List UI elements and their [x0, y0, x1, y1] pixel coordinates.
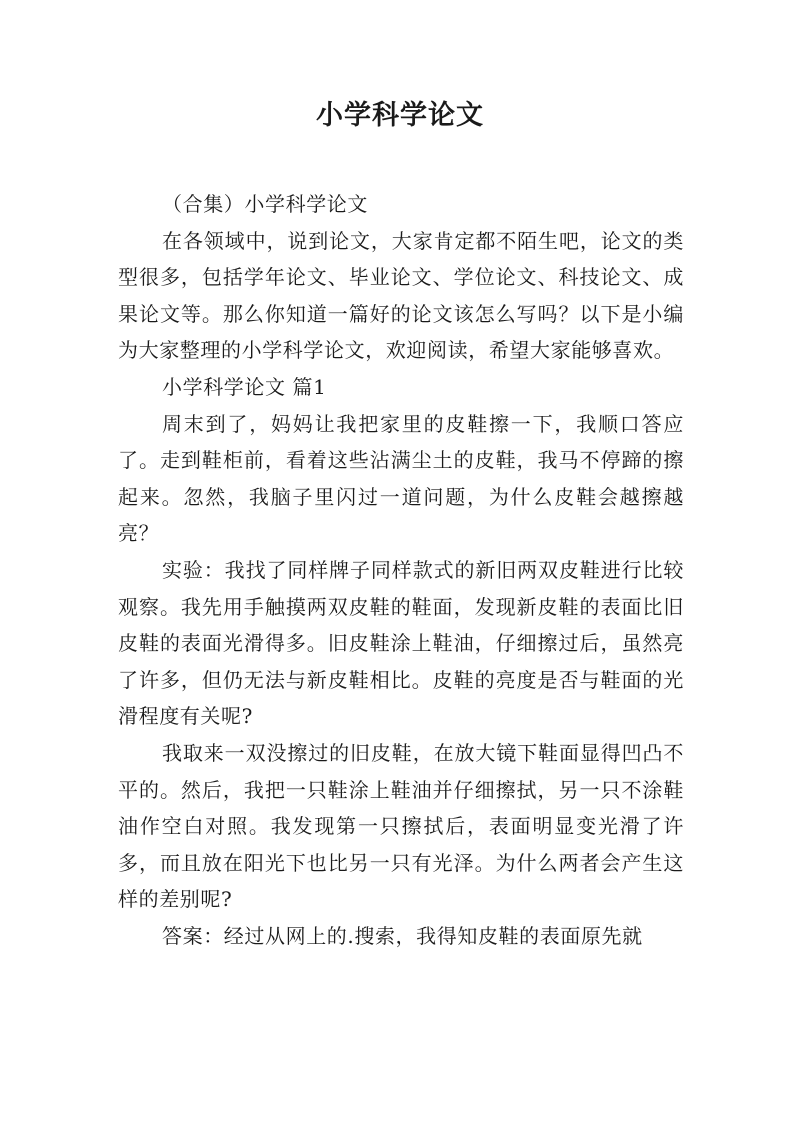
- paragraph-section-heading: 小学科学论文 篇1: [162, 374, 327, 399]
- document-body: [118, 186, 684, 954]
- paragraph-collection-heading: （合集）小学科学论文: [162, 192, 368, 216]
- document-title: 小学科学论文: [316, 100, 484, 131]
- paragraph-intro: 在各领域中，说到论文，大家肯定都不陌生吧，论文的类型很多，包括学年论文、毕业论文、学位论文、科技论文、成果论文等。那么你知道一篇好的论文该怎么写吗？以下是小编为大家整理的小学科学论文，欢迎阅读，希望大家能够喜欢。: [118, 228, 684, 363]
- paragraph-magnifier: 我取来一双没擦过的旧皮鞋，在放大镜下鞋面显得凹凸不平的。然后，我把一只鞋涂上鞋油并仔细擦拭，另一只不涂鞋油作空白对照。我发现第一只擦拭后，表面明显变光滑了许多，而且放在阳光下也比另一只有光泽。为什么两者会产生这样的差别呢?: [118, 740, 684, 912]
- paragraph-experiment: 实验：我找了同样牌子同样款式的新旧两双皮鞋进行比较观察。我先用手触摸两双皮鞋的鞋面，发现新皮鞋的表面比旧皮鞋的表面光滑得多。旧皮鞋涂上鞋油，仔细擦过后，虽然亮了许多，但仍无法与新皮鞋相比。皮鞋的亮度是否与鞋面的光滑程度有关呢?: [118, 557, 684, 729]
- paragraph-weekend: 周末到了，妈妈让我把家里的皮鞋擦一下，我顺口答应了。走到鞋柜前，看着这些沾满尘土的皮鞋，我马不停蹄的擦起来。忽然，我脑子里闪过一道问题，为什么皮鞋会越擦越亮？: [118, 411, 684, 546]
- paragraph-answer: 答案：经过从网上的.搜索，我得知皮鞋的表面原先就: [162, 923, 643, 948]
